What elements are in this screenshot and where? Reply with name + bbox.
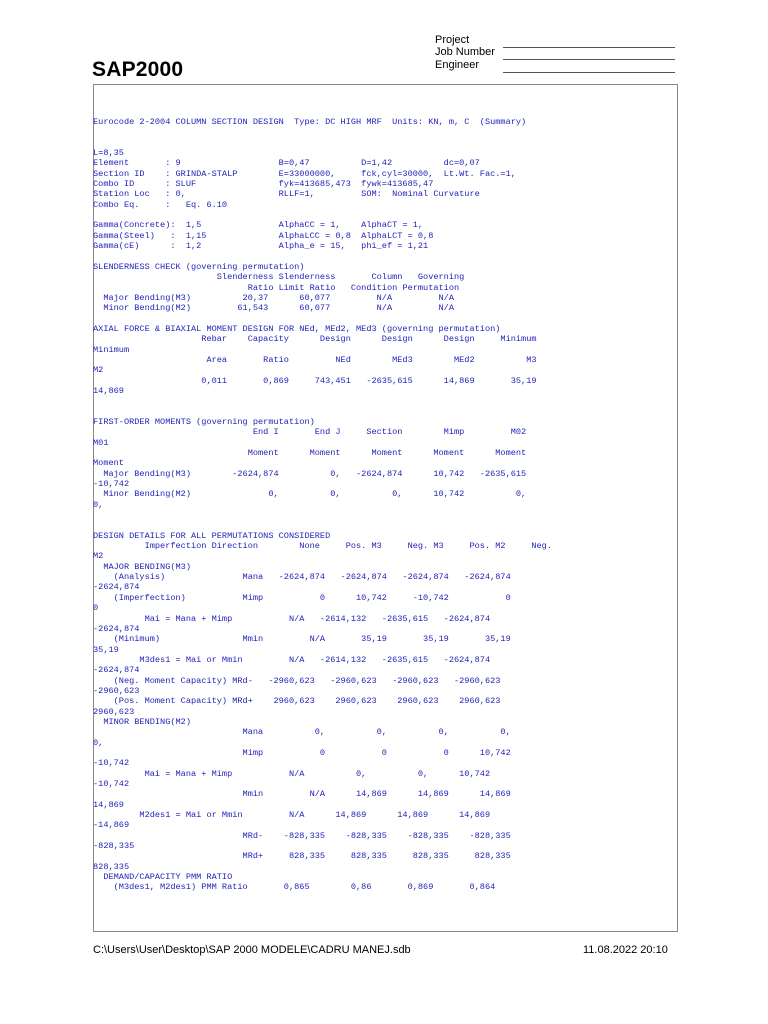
footer-file-path: C:\Users\User\Desktop\SAP 2000 MODELE\CADRU MANEJ.sdb <box>93 944 411 956</box>
report-line: 0, <box>93 499 104 510</box>
report-line: Gamma(Concrete): 1,5 AlphaCC = 1, AlphaCT = 1, <box>93 220 424 231</box>
report-line: -14,869 <box>93 820 130 831</box>
report-line: -2624,874 <box>93 582 140 593</box>
report-line: -828,335 <box>93 841 135 852</box>
report-line: 14,869 <box>93 799 124 810</box>
report-line <box>93 138 673 148</box>
report-line <box>93 314 673 324</box>
report-line: 0,011 0,869 743,451 -2635,615 14,869 35,19 <box>93 375 537 386</box>
report-line: M01 <box>93 437 109 448</box>
report-line <box>93 510 673 520</box>
report-line: -10,742 <box>93 479 130 490</box>
job-number-field-line <box>503 59 675 60</box>
footer-timestamp: 11.08.2022 20:10 <box>583 944 668 956</box>
report-line: End I End J Section Mimp M02 <box>93 427 527 438</box>
report-line: Gamma(cE) : 1,2 Alpha_e = 15, phi_ef = 1,21 <box>93 241 429 252</box>
report-line: Mai = Mana + Mimp N/A 0, 0, 10,742 <box>93 768 491 779</box>
report-line: DEMAND/CAPACITY PMM RATIO <box>93 872 233 883</box>
report-line: M2 <box>93 551 104 562</box>
report-line: (Imperfection) Mimp 0 10,742 -10,742 0 <box>93 592 511 603</box>
report-line: Minor Bending(M2) 61,543 60,077 N/A N/A <box>93 303 454 314</box>
report-line: L=8,35 <box>93 148 124 159</box>
project-label: Project <box>435 34 470 46</box>
report-line: 35,19 <box>93 644 119 655</box>
report-line: -2960,623 <box>93 685 140 696</box>
report-line: (Minimum) Mmin N/A 35,19 35,19 35,19 <box>93 634 511 645</box>
report-line: (Pos. Moment Capacity) MRd+ 2960,623 2960,623 2960,623 2960,623 <box>93 696 501 707</box>
report-line: MRd+ 828,335 828,335 828,335 828,335 <box>93 851 511 862</box>
report-line: (Analysis) Mana -2624,874 -2624,874 -2624,874 -2624,874 <box>93 572 511 583</box>
report-line: Major Bending(M3) 20,37 60,077 N/A N/A <box>93 292 454 303</box>
project-field-line <box>503 47 675 48</box>
report-line: Mana 0, 0, 0, 0, <box>93 727 511 738</box>
report-line: 0, <box>93 737 104 748</box>
report-line: (M3des1, M2des1) PMM Ratio 0,865 0,86 0,869 0,864 <box>93 882 496 893</box>
app-title: SAP2000 <box>92 58 184 81</box>
report-line: (Neg. Moment Capacity) MRd- -2960,623 -2960,623 -2960,623 -2960,623 <box>93 675 501 686</box>
report-line: M3des1 = Mai or Mmin N/A -2614,132 -2635,615 -2624,874 <box>93 654 491 665</box>
report-line <box>93 407 673 417</box>
report-line: Gamma(Steel) : 1,15 AlphaLCC = 0,8 AlphaLCT = 0,8 <box>93 230 434 241</box>
report-line: Area Ratio NEd MEd3 MEd2 M3 <box>93 354 537 365</box>
report-line <box>93 127 673 137</box>
report-line: Moment <box>93 458 124 469</box>
report-line: Mai = Mana + Mimp N/A -2614,132 -2635,615 -2624,874 <box>93 613 491 624</box>
report-line: MAJOR BENDING(M3) <box>93 561 191 572</box>
report-line: -10,742 <box>93 758 130 769</box>
report-line: -2624,874 <box>93 665 140 676</box>
report-line: Imperfection Direction None Pos. M3 Neg. M3 Pos. M2 Neg. <box>93 541 552 552</box>
report-line: Section ID : GRINDA-STALP E=33000000, fck,cyl=30000, Lt.Wt. Fac.=1, <box>93 168 516 179</box>
engineer-field-line <box>503 72 675 73</box>
report-line: Rebar Capacity Design Design Design Minimum <box>93 334 537 345</box>
report-line: 2960,623 <box>93 706 135 717</box>
report-line <box>93 396 673 406</box>
report-line: Eurocode 2-2004 COLUMN SECTION DESIGN Type: DC HIGH MRF Units: KN, m, C (Summary) <box>93 117 527 127</box>
report-line: Minor Bending(M2) 0, 0, 0, 10,742 0, <box>93 489 527 500</box>
report-line: Slenderness Slenderness Column Governing <box>93 272 465 283</box>
report-line: -10,742 <box>93 779 130 789</box>
report-line: Mimp 0 0 0 10,742 <box>93 747 511 758</box>
engineer-label: Engineer <box>435 59 480 71</box>
report-line: M2 <box>93 365 104 376</box>
report-line: Mmin N/A 14,869 14,869 14,869 <box>93 789 511 800</box>
report-line: Major Bending(M3) -2624,874 0, -2624,874 10,742 -2635,615 <box>93 468 527 479</box>
report-line: MRd- -828,335 -828,335 -828,335 -828,335 <box>93 830 511 841</box>
report-line: SLENDERNESS CHECK (governing permutation) <box>93 261 305 272</box>
report-line: FIRST-ORDER MOMENTS (governing permutation) <box>93 416 315 427</box>
report-line: M2des1 = Mai or Mmin N/A 14,869 14,869 14,869 <box>93 810 491 821</box>
report-line: -2624,874 <box>93 623 140 634</box>
job-number-label: Job Number <box>435 46 495 58</box>
report-line: 0 <box>93 603 99 614</box>
report-line: Moment Moment Moment Moment Moment <box>93 448 527 458</box>
report-line: Combo ID : SLUF fyk=413685,473 fywk=413685,47 <box>93 179 434 190</box>
design-report <box>93 117 673 893</box>
report-line: Element : 9 B=0,47 D=1,42 dc=0,07 <box>93 158 480 169</box>
report-line: AXIAL FORCE & BIAXIAL MOMENT DESIGN FOR NEd, MEd2, MEd3 (governing permutation) <box>93 323 501 334</box>
report-line: Minimum <box>93 344 130 355</box>
report-line: DESIGN DETAILS FOR ALL PERMUTATIONS CONSIDERED <box>93 530 331 541</box>
report-line <box>93 251 673 261</box>
report-line: Station Loc : 0, RLLF=1, SOM: Nominal Curvature <box>93 189 480 200</box>
report-line: Combo Eq. : Eq. 6.10 <box>93 199 228 210</box>
report-line: MINOR BENDING(M2) <box>93 716 191 727</box>
report-line <box>93 520 673 530</box>
report-line: 828,335 <box>93 861 130 872</box>
report-line: Ratio Limit Ratio Condition Permutation <box>93 282 460 293</box>
report-line: 14,869 <box>93 385 124 396</box>
report-line <box>93 210 673 220</box>
